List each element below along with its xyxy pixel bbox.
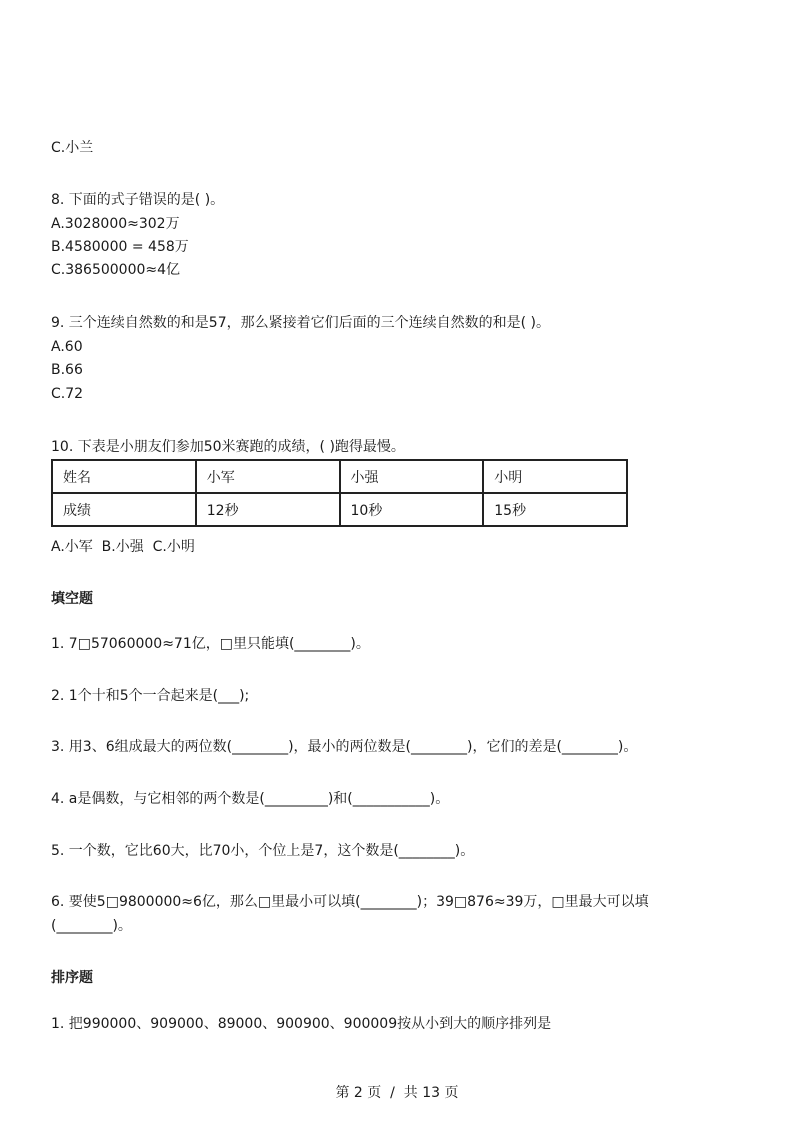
q8-option-c: C.386500000≈4亿 [51,262,181,278]
q8-option-b: B.4580000 = 458万 [51,239,189,255]
fill-item-3: 3. 用3、6组成最大的两位数(________)，最小的两位数是(________)，它们的差是(________)。 [51,739,638,755]
q7-option-c: C.小兰 [51,140,94,156]
q9-stem: 9. 三个连续自然数的和是57，那么紧接着它们后面的三个连续自然数的和是( )。 [51,315,550,331]
q10-stem: 10. 下表是小朋友们参加50米赛跑的成绩，( )跑得最慢。 [51,439,405,455]
table-cell: 15秒 [483,493,627,526]
q8-option-a: A.3028000≈302万 [51,216,180,232]
page-footer: 第 2 页 / 共 13 页 [335,1085,459,1101]
fill-item-2: 2. 1个十和5个一合起来是(___); [51,688,250,704]
fill-section-title: 填空题 [51,591,93,607]
table-row [52,460,627,493]
fill-item-1: 1. 7□57060000≈71亿，□里只能填(________)。 [51,636,370,652]
table-cell: 姓名 [52,460,196,493]
fill-item-6: 6. 要使5□9800000≈6亿，那么□里最小可以填(________)；39□876≈39万，□里最大可以填 [51,894,649,910]
table-cell: 10秒 [340,493,484,526]
sort-section-title: 排序题 [51,970,93,986]
q9-option-a: A.60 [51,339,83,355]
fill-item-5: 5. 一个数，它比60大，比70小，个位上是7，这个数是(________)。 [51,843,475,859]
sort-item-1: 1. 把990000、909000、89000、900900、900009按从小到大的顺序排列是 [51,1016,552,1032]
fill-item-4: 4. a是偶数，与它相邻的两个数是(_________)和(___________)。 [51,791,450,807]
table-cell: 12秒 [196,493,340,526]
table-cell: 小强 [340,460,484,493]
q9-option-b: B.66 [51,362,83,378]
fill-item-6-cont: (________)。 [51,918,132,934]
q10-score-table [51,459,628,527]
table-cell: 小军 [196,460,340,493]
table-row [52,493,627,526]
table-cell: 成绩 [52,493,196,526]
q8-stem: 8. 下面的式子错误的是( )。 [51,192,225,208]
q10-options: A.小军 B.小强 C.小明 [51,539,195,555]
table-cell: 小明 [483,460,627,493]
q9-option-c: C.72 [51,386,84,402]
